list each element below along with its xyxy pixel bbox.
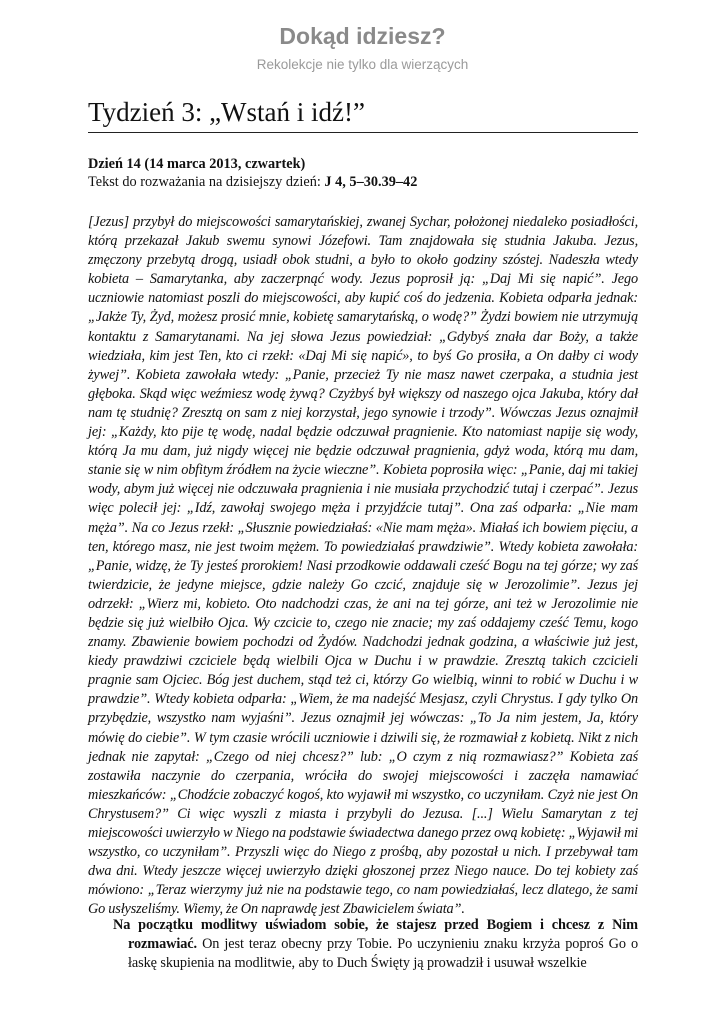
reading-label: Tekst do rozważania na dzisiejszy dzień:	[88, 174, 325, 190]
title-divider	[88, 132, 638, 133]
page-header	[0, 22, 725, 73]
site-subtitle: Rekolekcje nie tylko dla wierzących	[256, 57, 469, 72]
reading-reference-line	[88, 173, 417, 192]
scripture-text: [Jezus] przybył do miejscowości samarytańskiej, zwanej Sychar, położonej niedaleko posiadłości, którą przekazał Jakub swemu synowi Józefowi. Tam znajdowała się studnia Jakuba. Jezus, zmęczony przebytą drogą, usiadł obok studni, a było to około godziny szóstej. Nadeszła wtedy kobieta – Samarytanka, aby zaczerpnąć wody. Jezus poprosił ją: „Daj Mi się napić”. Jego uczniowie natomiast poszli do miejscowości, aby kupić coś do jedzenia. Kobieta odparła jednak: „Jakże Ty, Żyd, możesz prosić mnie, kobietę samarytańską, o wodę?” Żydzi bowiem nie utrzymują kontaktu z Samarytanami. Na jej słowa Jezus powiedział: „Gdybyś znała dar Boży, a także wiedziała, kim jest Ten, kto ci rzekł: «Daj Mi się napić», to byś Go prosiła, a On dałby ci wody żywej”. Kobieta zawołała wtedy: „Panie, przecież Ty nie masz nawet czerpaka, a studnia jest głęboka. Skąd więc weźmiesz wodę żywą? Czyżbyś był większy od naszego ojca Jakuba, który dał nam tę studnię? Zresztą on sam z niej korzystał, jego synowie i trzody”. Wówczas Jezus oznajmił jej: „Każdy, kto pije tę wodę, nadal będzie odczuwał pragnienie. Kto natomiast napije się wody, którą Ja mu dam, już nigdy więcej nie będzie odczuwał pragnienia, gdyż woda, którą mu dam, stanie się w nim obfitym źródłem na życie wieczne”. Kobieta poprosiła więc: „Panie, daj mi takiej wody, abym już więcej nie odczuwała pragnienia i nie musiała przychodzić tutaj i czerpać”. Jezus więc polecił jej: „Idź, zawołaj swojego męża i przyjdźcie tutaj”. Ona zaś odparła: „Nie mam męża”. Na co Jezus rzekł: „Słusznie powiedziałaś: «Nie mam męża». Miałaś ich bowiem pięciu, a ten, którego masz, nie jest twoim mężem. To powiedziałaś prawdziwie”. Wtedy kobieta zawołała: „Panie, widzę, że Ty jesteś prorokiem! Nasi przodkowie oddawali cześć Bogu na tej górze; wy zaś twierdzicie, że jedyne miejsce, gdzie należy Go czcić, znajduje się w Jerozolimie”. Jezus jej odrzekł: „Wierz mi, kobieto. Oto nadchodzi czas, że ani na tej górze, ani też w Jerozolimie nie będzie się już wielbiło Ojca. Wy czcicie to, czego nie znacie; my zaś oddajemy cześć Temu, kogo znamy. Zbawienie bowiem pochodzi od Żydów. Nadchodzi jednak godzina, a właściwie już jest, kiedy prawdziwi czciciele będą wielbili Ojca w Duchu i w prawdzie. Zresztą takich czcicieli pragnie sam Ojciec. Bóg jest duchem, stąd też ci, którzy Go wielbią, winni to robić w Duchu i w prawdzie”. Wtedy kobieta odparła: „Wiem, że ma nadejść Mesjasz, czyli Chrystus. I gdy tylko On przybędzie, wszystko nam wyjaśni”. Jezus oznajmił jej wówczas: „To Ja nim jestem, Ja, który mówię do ciebie”. W tym czasie wrócili uczniowie i dziwili się, że rozmawiał z kobietą. Nikt z nich jednak nie zapytał: „Czego od niej chcesz?” lub: „O czym z nią rozmawiasz?” Kobieta zaś zostawiła naczynie do czerpania, wróciła do swojej miejscowości i zaczęła namawiać mieszkańców: „Chodźcie zobaczyć kogoś, kto wyjawił mi wszystko, co uczyniłam. Czyż nie jest On Chrystusem?” Ci więc wyszli z miasta i przybyli do Jezusa. [...] Wielu Samarytan z tej miejscowości uwierzyło w Niego na podstawie świadectwa danego przez ową kobietę: „Wyjawił mi wszystko, co uczyniłam”. Przyszli więc do Niego z prośbą, aby pozostał u nich. I przebywał tam dwa dni. Wtedy jeszcze więcej uwierzyło dzięki głoszonej przez Niego nauce. Do tej kobiety zaś mówiono: „Teraz wierzymy już nie na podstawie tego, co nam powiedziałaś, lecz dlatego, że sami Go usłyszeliśmy. Wiemy, że On naprawdę jest Zbawicielem świata”.	[88, 214, 638, 918]
prayer-instruction	[113, 916, 638, 973]
week-title: Tydzień 3: „Wstań i idź!”	[88, 97, 366, 127]
prayer-bold-lead: Na początku modlitwy uświadom sobie, że stajesz przed Bogiem i chcesz z Nim rozmawiać.	[113, 917, 638, 952]
site-title: Dokąd idziesz?	[279, 23, 446, 49]
day-heading: Dzień 14 (14 marca 2013, czwartek)	[88, 156, 306, 172]
prayer-text: On jest teraz obecny przy Tobie. Po uczynieniu znaku krzyża poproś Go o łaskę skupienia na modlitwie, aby to Duch Święty ją prowadził i usuwał wszelkie	[128, 936, 638, 971]
reading-reference: J 4, 5–30.39–42	[324, 174, 418, 190]
